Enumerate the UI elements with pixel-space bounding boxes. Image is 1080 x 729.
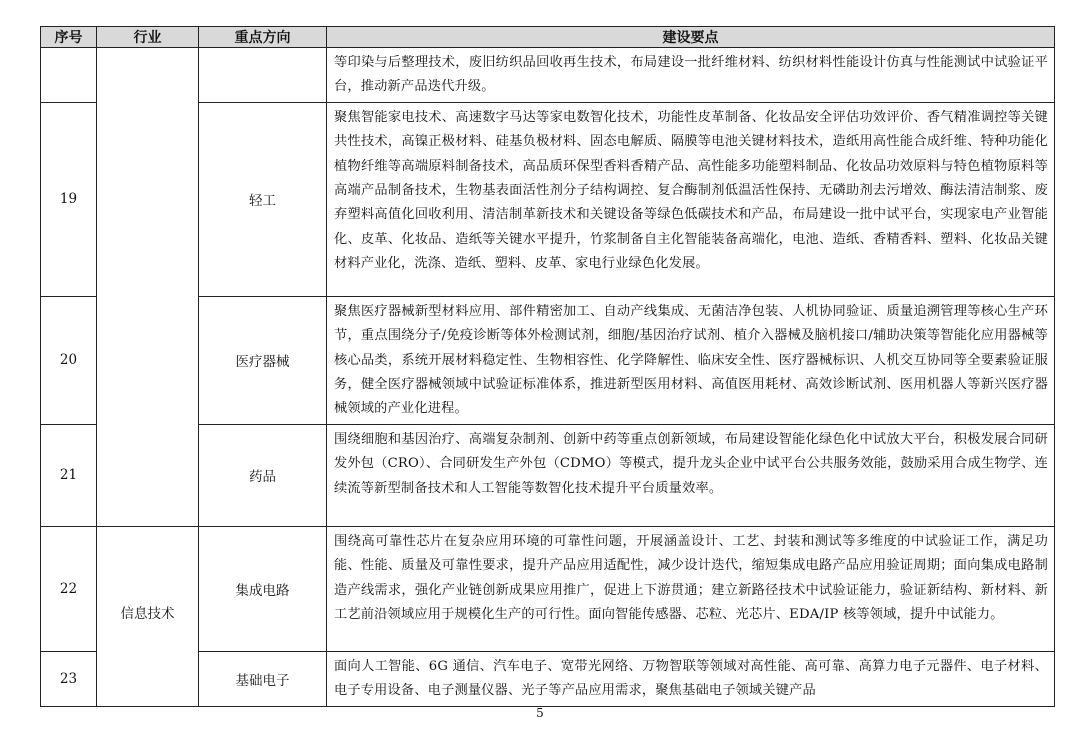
header-focus: 重点方向 xyxy=(199,27,327,48)
row-text: 等印染与后整理技术，废旧纺织品回收再生技术，布局建设一批纤维材料、纺织材料性能设计仿真与性能测试中试验证平台，推动新产品迭代升级。 xyxy=(327,48,1055,103)
page-number: 5 xyxy=(536,706,544,720)
row-focus: 基础电子 xyxy=(199,651,327,706)
row-text: 聚焦智能家电技术、高速数字马达等家电数智化技术，功能性皮革制备、化妆品安全评估功效评价、香气精准调控等关键共性技术，高镍正极材料、硅基负极材料、固态电解质、隔膜等电池关键材料技术，造纸用高性能合成纤维、特种功能化植物纤维等高端原料制备技术，高品质环保型香料香精产品、高性能多功能塑料制品、化妆品功效原料与特色植物原料等高端产品制备技术，生物基表面活性剂分子结构调控、复合酶制剂低温活性保持、无磷助剂去污增效、酶法清洁制浆、废弃塑料高值化回收利用、清洁制革新技术和关键设备等绿色低碳技术和产品，布局建设一批中试平台，实现家电产业智能化、皮革、化妆品、造纸等关键水平提升，竹浆制备自主化智能装备高端化，电池、造纸、香精香料、塑料、化妆品关键材料产业化，洗涤、造纸、塑料、皮革、家电行业绿色化发展。 xyxy=(327,102,1055,296)
row-text: 面向人工智能、6G 通信、汽车电子、宽带光网络、万物智联等领域对高性能、高可靠、高算力电子元器件、电子材料、电子专用设备、电子测量仪器、光子等产品应用需求，聚焦基础电子领域关键产品 xyxy=(327,651,1055,706)
row-focus: 药品 xyxy=(199,424,327,526)
row-num: 19 xyxy=(41,102,97,296)
header-industry: 行业 xyxy=(97,27,199,48)
row-num: 23 xyxy=(41,651,97,706)
row-text: 围绕高可靠性芯片在复杂应用环境的可靠性问题，开展涵盖设计、工艺、封装和测试等多维度的中试验证工作，满足功能、性能、质量及可靠性要求，提升产品应用适配性，减少设计迭代，缩短集成电路产品应用验证周期；面向集成电路制造产线需求，强化产业链创新成果应用推广，促进上下游贯通；建立新路径技术中试验证能力，验证新结构、新材料、新工艺前沿领域应用于规模化生产的可行性。面向智能传感器、芯粒、光芯片、EDA/IP 核等领域，提升中试能力。 xyxy=(327,526,1055,651)
row-num: 22 xyxy=(41,526,97,651)
row-text: 围绕细胞和基因治疗、高端复杂制剂、创新中药等重点创新领域，布局建设智能化绿色化中试放大平台，积极发展合同研发外包（CRO）、合同研发生产外包（CDMO）等模式，提升龙头企业中试平台公共服务效能，鼓励采用合成生物学、连续流等新型制备技术和人工智能等数智化技术提升平台质量效率。 xyxy=(327,424,1055,526)
header-num: 序号 xyxy=(41,27,97,48)
row-num: 20 xyxy=(41,296,97,424)
row-focus: 集成电路 xyxy=(199,526,327,651)
row-num: 21 xyxy=(41,424,97,526)
row-focus: 轻工 xyxy=(199,102,327,296)
table-row xyxy=(41,48,1055,103)
row-focus: 医疗器械 xyxy=(199,296,327,424)
row-industry xyxy=(97,48,199,527)
table-row xyxy=(41,526,1055,651)
row-industry: 信息技术 xyxy=(97,526,199,706)
row-num xyxy=(41,48,97,103)
key-points-table xyxy=(40,26,1055,707)
row-focus xyxy=(199,48,327,103)
table-header-row xyxy=(41,27,1055,48)
row-text: 聚焦医疗器械新型材料应用、部件精密加工、自动产线集成、无菌洁净包装、人机协同验证、质量追溯管理等核心生产环节，重点围绕分子/免疫诊断等体外检测试剂，细胞/基因治疗试剂、植介入器械及脑机接口/辅助决策等智能化应用器械等核心品类，系统开展材料稳定性、生物相容性、化学降解性、临床安全性、医疗器械标识、人机交互协同等全要素验证服务，健全医疗器械领域中试验证标准体系，推进新型医用材料、高值医用耗材、高效诊断试剂、医用机器人等新兴医疗器械领域的产业化进程。 xyxy=(327,296,1055,424)
header-points: 建设要点 xyxy=(327,27,1055,48)
